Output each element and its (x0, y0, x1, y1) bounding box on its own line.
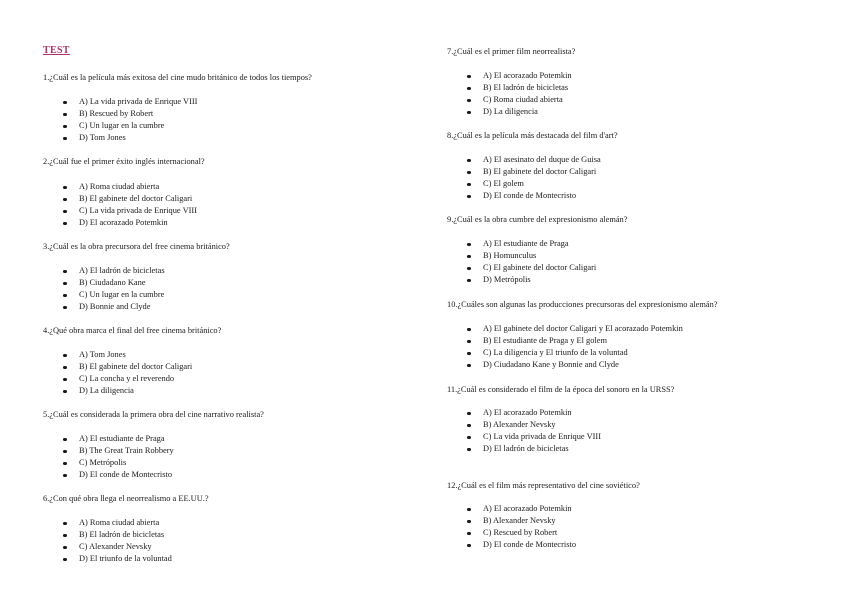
question-4 (43, 325, 423, 395)
bullet-icon (467, 508, 471, 512)
answer-option-text: A) Roma ciudad abierta (79, 182, 160, 191)
answer-option-text: C) El golem (483, 179, 524, 188)
answer-option-text: C) La diligencia y El triunfo de la voluntad (483, 348, 628, 357)
answer-option-text: A) El acorazado Potemkin (483, 71, 572, 80)
answer-options (43, 265, 403, 313)
answer-option (43, 361, 403, 373)
answer-option-text: A) El ladrón de bicicletas (79, 266, 165, 275)
question-text: 2.¿Cuál fue el primer éxito inglés internacional? (43, 157, 205, 166)
bullet-icon (467, 279, 471, 283)
bullet-icon (467, 544, 471, 548)
bullet-icon (63, 270, 67, 274)
answer-option (43, 217, 403, 229)
bullet-icon (63, 450, 67, 454)
bullet-icon (467, 195, 471, 199)
answer-option-text: C) Un lugar en la cumbre (79, 290, 165, 299)
answer-option-text: B) The Great Train Robbery (79, 446, 174, 455)
answer-option (447, 347, 807, 359)
bullet-icon (63, 546, 67, 550)
bullet-icon (63, 306, 67, 310)
question-text: 1.¿Cuál es la película más exitosa del cine mudo británico de todos los tiempos? (43, 73, 312, 82)
bullet-icon (63, 390, 67, 394)
question-text: 6.¿Con qué obra llega el neorrealismo a EE.UU.? (43, 494, 209, 503)
answer-option (43, 265, 403, 277)
answer-option-text: B) El ladrón de bicicletas (483, 83, 569, 92)
question-text: 10.¿Cuáles son algunas las producciones precursoras del expresionismo alemán? (447, 300, 718, 309)
answer-option (43, 193, 403, 205)
bullet-icon (467, 111, 471, 115)
answer-option (447, 515, 807, 527)
answer-option (447, 106, 807, 118)
question-text: 11.¿Cuál es considerado el film de la época del sonoro en la URSS? (447, 385, 675, 394)
answer-option-text: D) Metrópolis (483, 275, 531, 284)
bullet-icon (467, 412, 471, 416)
bullet-icon (467, 183, 471, 187)
answer-option (447, 154, 807, 166)
answer-option-text: B) El estudiante de Praga y El golem (483, 336, 607, 345)
bullet-icon (467, 448, 471, 452)
answer-option (43, 373, 403, 385)
question-text: 9.¿Cuál es la obra cumbre del expresionismo alemán? (447, 215, 628, 224)
question-text: 8.¿Cuál es la película más destacada del film d'art? (447, 131, 618, 140)
bullet-icon (467, 267, 471, 271)
question-11 (447, 384, 827, 453)
answer-option-text: B) Alexander Nevsky (483, 516, 556, 525)
bullet-icon (467, 340, 471, 344)
question-3 (43, 241, 423, 311)
answer-option (447, 443, 807, 455)
answer-option-text: D) Ciudadano Kane y Bonnie and Clyde (483, 360, 619, 369)
answer-option (447, 539, 807, 551)
question-text: 7.¿Cuál es el primer film neorrealista? (447, 47, 576, 56)
bullet-icon (63, 101, 67, 105)
question-text: 5.¿Cuál es considerada la primera obra del cine narrativo realista? (43, 410, 264, 419)
answer-option (43, 277, 403, 289)
answer-option-text: C) La vida privada de Enrique VIII (483, 432, 601, 441)
answer-option-text: B) Alexander Nevsky (483, 420, 556, 429)
answer-option (447, 407, 807, 419)
answer-option (43, 457, 403, 469)
answer-option (447, 503, 807, 515)
question-2 (43, 156, 423, 227)
answer-options (447, 323, 807, 371)
answer-option-text: A) El acorazado Potemkin (483, 504, 572, 513)
question-10 (447, 299, 827, 369)
answer-option-text: C) La vida privada de Enrique VIII (79, 206, 197, 215)
bullet-icon (63, 137, 67, 141)
bullet-icon (63, 522, 67, 526)
answer-option-text: A) El asesinato del duque de Guisa (483, 155, 601, 164)
bullet-icon (63, 210, 67, 214)
answer-option-text: A) El gabinete del doctor Caligari y El acorazado Potemkin (483, 324, 683, 333)
bullet-icon (467, 424, 471, 428)
answer-options (43, 181, 403, 229)
answer-options (43, 433, 403, 481)
answer-option-text: B) Ciudadano Kane (79, 278, 146, 287)
bullet-icon (63, 558, 67, 562)
bullet-icon (467, 87, 471, 91)
bullet-icon (467, 436, 471, 440)
answer-option (447, 274, 807, 286)
answer-option-text: A) El estudiante de Praga (483, 239, 569, 248)
answer-option (447, 431, 807, 443)
question-text: 4.¿Qué obra marca el final del free cinema británico? (43, 326, 222, 335)
answer-option-text: D) Tom Jones (79, 133, 126, 142)
bullet-icon (63, 534, 67, 538)
answer-option (43, 445, 403, 457)
answer-option-text: A) El acorazado Potemkin (483, 408, 572, 417)
answer-option-text: D) La diligencia (79, 386, 134, 395)
question-text: 3.¿Cuál es la obra precursora del free cinema británico? (43, 242, 230, 251)
answer-option-text: B) El gabinete del doctor Caligari (79, 362, 193, 371)
answer-option (447, 82, 807, 94)
bullet-icon (467, 243, 471, 247)
answer-option (447, 323, 807, 335)
bullet-icon (467, 520, 471, 524)
answer-option (447, 419, 807, 431)
bullet-icon (467, 75, 471, 79)
bullet-icon (63, 378, 67, 382)
question-text: 12.¿Cuál es el film más representativo del cine soviético? (447, 481, 640, 490)
bullet-icon (467, 159, 471, 163)
answer-option (43, 301, 403, 313)
answer-options (447, 70, 807, 118)
answer-option (43, 349, 403, 361)
answer-option-text: B) Homunculus (483, 251, 537, 260)
answer-option-text: A) Tom Jones (79, 350, 126, 359)
answer-option-text: C) Un lugar en la cumbre (79, 121, 165, 130)
answer-option (447, 262, 807, 274)
answer-option (43, 553, 403, 565)
answer-option (447, 335, 807, 347)
question-6 (43, 493, 423, 563)
answer-option (43, 132, 403, 144)
answer-option (43, 181, 403, 193)
answer-option-text: B) El gabinete del doctor Caligari (483, 167, 597, 176)
answer-option-text: B) El ladrón de bicicletas (79, 530, 165, 539)
answer-option (447, 250, 807, 262)
answer-options (447, 238, 807, 286)
bullet-icon (63, 354, 67, 358)
answer-option (43, 205, 403, 217)
answer-option-text: D) El ladrón de bicicletas (483, 444, 569, 453)
bullet-icon (63, 186, 67, 190)
answer-option-text: B) El gabinete del doctor Caligari (79, 194, 193, 203)
answer-option (447, 527, 807, 539)
answer-option (43, 108, 403, 120)
answer-options (43, 349, 403, 397)
answer-option (43, 433, 403, 445)
question-1 (43, 72, 423, 142)
answer-option (43, 289, 403, 301)
answer-option (447, 359, 807, 371)
bullet-icon (63, 474, 67, 478)
question-7 (447, 46, 827, 116)
question-9 (447, 214, 827, 284)
answer-option-text: D) El triunfo de la voluntad (79, 554, 172, 563)
answer-option (43, 469, 403, 481)
answer-option-text: D) El conde de Montecristo (79, 470, 173, 479)
answer-option-text: A) La vida privada de Enrique VIII (79, 97, 198, 106)
answer-option (447, 166, 807, 178)
answer-option-text: D) La diligencia (483, 107, 538, 116)
answer-option (447, 94, 807, 106)
answer-options (447, 503, 807, 551)
answer-option-text: A) El estudiante de Praga (79, 434, 165, 443)
bullet-icon (63, 125, 67, 129)
answer-option (447, 70, 807, 82)
answer-option-text: C) Metrópolis (79, 458, 127, 467)
bullet-icon (467, 328, 471, 332)
answer-option-text: C) Rescued by Robert (483, 528, 558, 537)
bullet-icon (63, 294, 67, 298)
bullet-icon (467, 99, 471, 103)
bullet-icon (467, 364, 471, 368)
bullet-icon (467, 352, 471, 356)
answer-option (447, 190, 807, 202)
answer-option (447, 178, 807, 190)
question-8 (447, 130, 827, 200)
bullet-icon (63, 438, 67, 442)
document-title: TEST (43, 45, 70, 56)
bullet-icon (63, 282, 67, 286)
answer-option-text: C) Roma ciudad abierta (483, 95, 563, 104)
answer-option-text: D) El conde de Montecristo (483, 540, 577, 549)
bullet-icon (63, 113, 67, 117)
bullet-icon (63, 198, 67, 202)
answer-option-text: B) Rescued by Robert (79, 109, 154, 118)
answer-options (447, 154, 807, 202)
answer-option (43, 517, 403, 529)
bullet-icon (467, 255, 471, 259)
answer-option-text: C) La concha y el reverendo (79, 374, 175, 383)
question-12 (447, 480, 827, 549)
answer-option (447, 238, 807, 250)
answer-option (43, 529, 403, 541)
bullet-icon (63, 462, 67, 466)
answer-option-text: D) El conde de Montecristo (483, 191, 577, 200)
answer-option (43, 385, 403, 397)
answer-option (43, 96, 403, 108)
bullet-icon (63, 222, 67, 226)
bullet-icon (467, 532, 471, 536)
answer-option (43, 541, 403, 553)
answer-option-text: C) Alexander Nevsky (79, 542, 152, 551)
answer-option-text: C) El gabinete del doctor Caligari (483, 263, 597, 272)
answer-option-text: D) El acorazado Potemkin (79, 218, 168, 227)
answer-option-text: D) Bonnie and Clyde (79, 302, 151, 311)
bullet-icon (63, 366, 67, 370)
question-5 (43, 409, 423, 479)
answer-option (43, 120, 403, 132)
answer-option-text: A) Roma ciudad abierta (79, 518, 160, 527)
bullet-icon (467, 171, 471, 175)
answer-options (43, 517, 403, 565)
answer-options (43, 96, 403, 144)
answer-options (447, 407, 807, 455)
